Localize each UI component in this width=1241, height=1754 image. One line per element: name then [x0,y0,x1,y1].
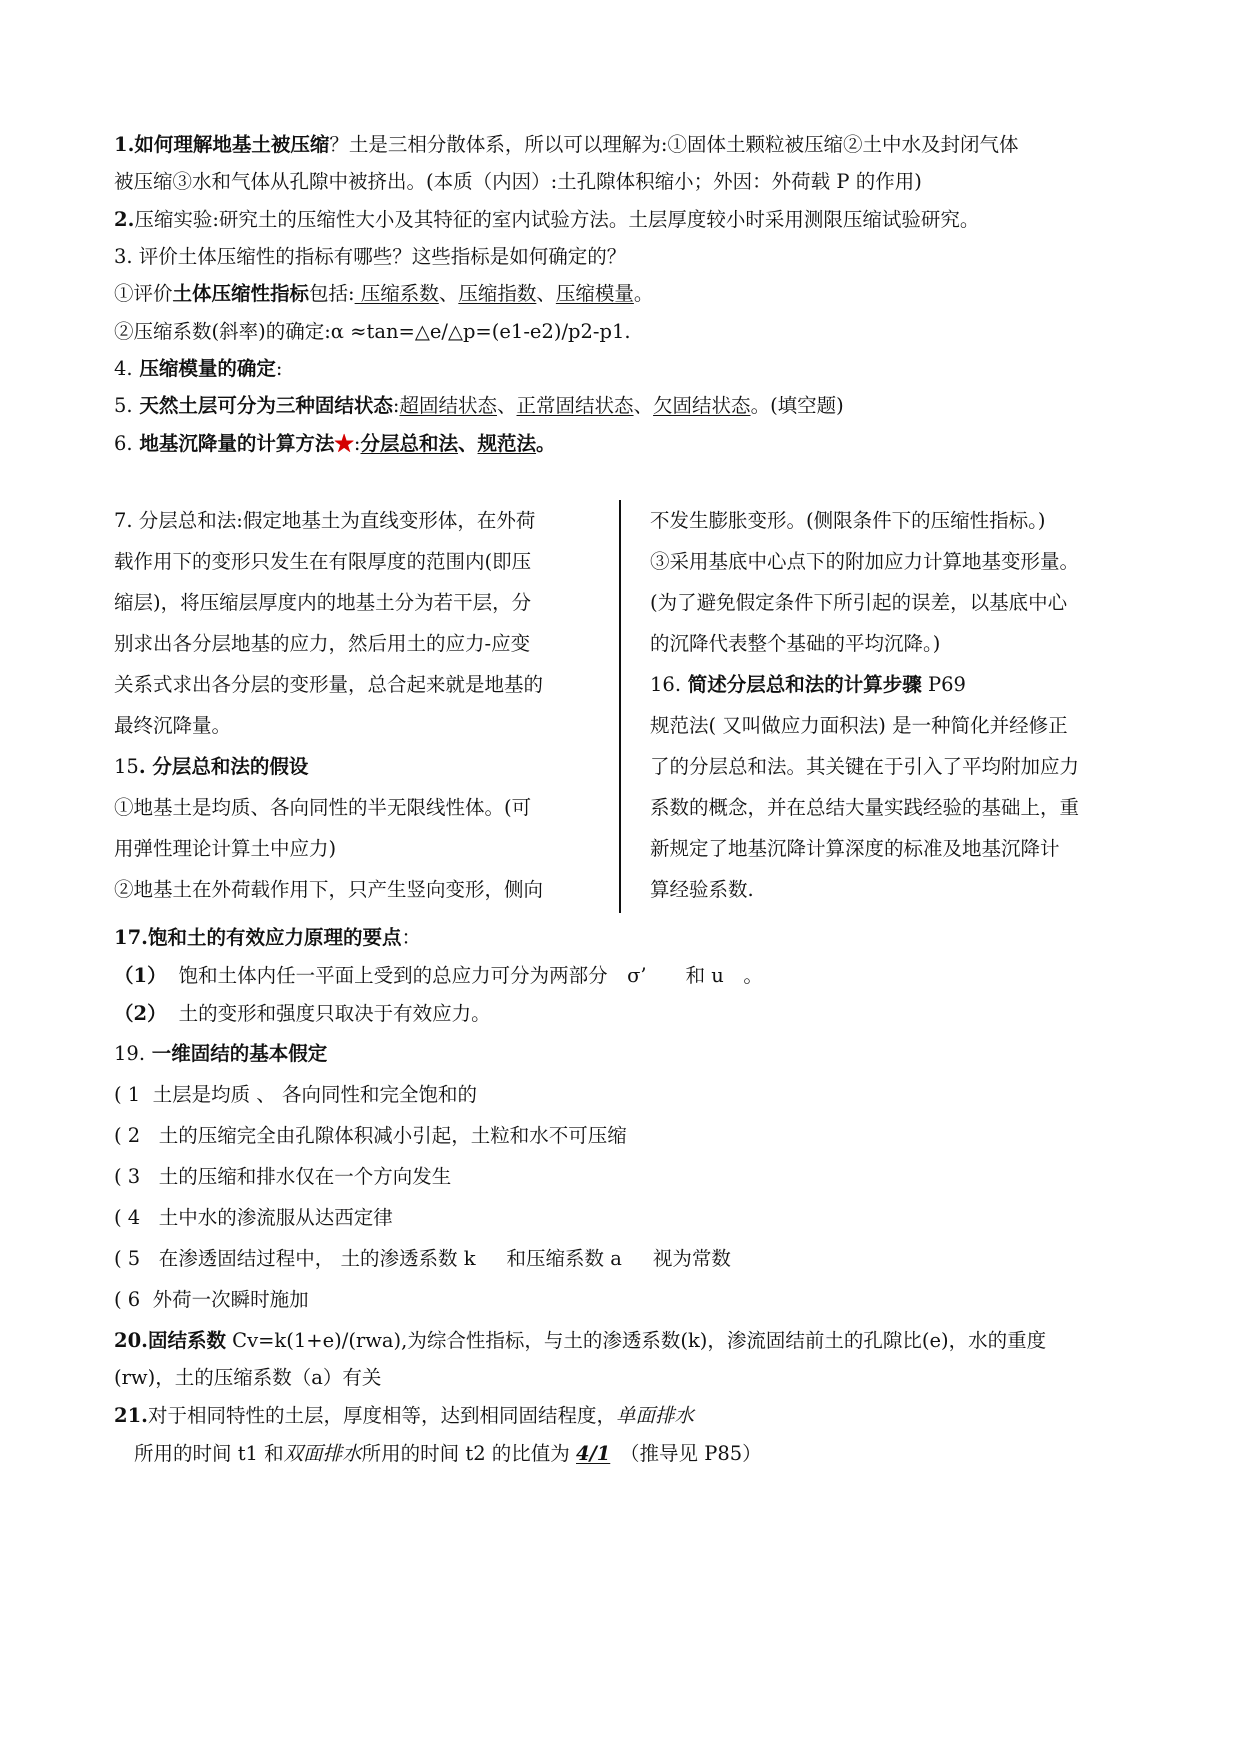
q6-sep: 、 [458,432,478,455]
q16-heading [650,664,1130,705]
q17-p2-num: （2） [114,1002,167,1025]
q3-item-3: 压缩模量 [555,282,634,305]
right-line-6: 了的分层总和法。其关键在于引入了平均附加应力 [650,755,1080,778]
q21-text-d: （推导见 P85） [610,1442,762,1465]
q5-item-1: 超固结状态 [399,394,497,417]
q3-sub1 [114,280,1134,308]
right-line-2: ③采用基底中心点下的附加应力计算地基变形量。 [650,550,1080,573]
right-column [650,500,1130,910]
right-line-9: 算经验系数. [650,878,754,901]
column-divider [619,500,621,913]
q17-colon: ： [401,926,421,949]
q1-title: 如何理解地基土被压缩 [134,133,330,156]
q17-number: 17. [114,926,148,949]
q5-sep-2: 、 [633,394,654,417]
left-line-2: 载作用下的变形只发生在有限厚度的范围内(即压 [114,550,532,573]
q6-line [114,430,1134,458]
q3-sep-2: 、 [536,282,556,305]
q1-line2 [114,168,1134,196]
q3-sep-1: 、 [438,282,459,305]
q1-text-b: 被压缩③水和气体从孔隙中被挤出。(本质（内因）:土孔隙体积缩小；外因：外荷载 P 的作用) [114,170,922,193]
q19-item-4: ( 4 土中水的渗流服从达西定律 [114,1206,393,1229]
left-line-7: ①地基土是均质、各向同性的半无限线性体。(可 [114,796,532,819]
q2-number: 2. [114,208,135,231]
left-column [114,500,609,910]
q16-page: P69 [921,673,966,696]
q4-line [114,355,1134,383]
q15-heading [114,746,609,787]
q20-line1 [114,1327,1134,1355]
q17-title: 饱和土的有效应力原理的要点 [147,926,402,949]
right-line-7: 系数的概念，并在总结大量实践经验的基础上，重 [650,796,1080,819]
q21-ratio: 4/1 [576,1442,611,1465]
q6-colon: : [353,432,361,455]
q20-text-a: Cv=k(1+e)/(rwa),为综合性指标，与土的渗透系数(k)，渗流固结前土的孔隙比(e)，水的重度 [225,1329,1047,1352]
q19-item-3: ( 3 土的压缩和排水仅在一个方向发生 [114,1165,452,1188]
q21-text-c: 所用的时间 t2 的比值为 [361,1442,576,1465]
q20-text-b: (rw)，土的压缩系数（a）有关 [114,1366,382,1389]
q1-line1 [114,131,1134,159]
q3-item-2: 压缩指数 [458,282,537,305]
q21-line1 [114,1402,1134,1430]
q3-sub2-text: ②压缩系数(斜率)的确定:α ≈tan=△e/△p=(e1-e2)/p2-p1. [114,320,631,343]
q3-line [114,243,1134,271]
q6-title: 地基沉降量的计算方法 [132,432,335,455]
q17-heading [114,924,1134,952]
q4-number: 4. [114,357,133,380]
q6-item-2: 规范法 [477,432,537,455]
right-line-5: 规范法( 又叫做应力面积法) 是一种简化并经修正 [650,714,1068,737]
q3-sub1-mid: 包括: [309,282,355,305]
q16-number: 16. [650,673,682,696]
q3-text: 3. 评价土体压缩性的指标有哪些？这些指标是如何确定的？ [114,245,627,268]
q5-title: 天然土层可分为三种固结状态 [132,394,393,417]
q15-title: . 分层总和法的假设 [138,755,309,778]
left-line-5: 关系式求出各分层的变形量，总合起来就是地基的 [114,673,544,696]
q1-number: 1. [114,133,135,156]
q17-point-2 [114,1000,1134,1028]
q19-number: 19. [114,1042,146,1065]
q5-number: 5. [114,394,133,417]
left-line-3: 缩层)，将压缩层厚度内的地基土分为若干层，分 [114,591,532,614]
q19-title: 一维固结的基本假定 [145,1042,328,1065]
left-line-9: ②地基土在外荷载作用下，只产生竖向变形，侧向 [114,878,544,901]
q19-item-5: ( 5 在渗透固结过程中， 土的渗透系数 k 和压缩系数 a 视为常数 [114,1247,731,1270]
q21-italic-2: 双面排水 [283,1442,362,1465]
q5-item-3: 欠固结状态 [653,394,751,417]
left-line-1: 7. 分层总和法:假定地基土为直线变形体，在外荷 [114,509,536,532]
left-line-6: 最终沉降量。 [114,714,232,737]
q1-text-a: ？土是三相分散体系，所以可以理解为:①固体土颗粒被压缩②土中水及封闭气体 [329,133,1019,156]
q16-title: 简述分层总和法的计算步骤 [681,673,922,696]
q5-sep-1: 、 [497,394,517,417]
q5-item-2: 正常固结状态 [516,394,634,417]
q19-item-6: ( 6 外荷一次瞬时施加 [114,1288,309,1311]
q21-italic-1: 单面排水 [615,1404,694,1427]
q17-p2-text: 土的变形和强度只取决于有效应力。 [178,1002,491,1025]
q3-sub1-prefix: ①评价 [114,282,173,305]
q17-point-1 [114,962,1134,990]
q17-p1-text: 饱和土体内任一平面上受到的总应力可分为两部分 σ’ 和 u 。 [178,964,763,987]
right-line-3: (为了避免假定条件下所引起的误差，以基底中心 [650,591,1068,614]
q5-line [114,392,1134,420]
q21-number: 21. [114,1404,148,1427]
q2-line [114,206,1134,234]
q3-end: 。 [633,282,654,305]
q4-colon: : [275,357,283,380]
right-line-1: 不发生膨胀变形。(侧限条件下的压缩性指标。) [650,509,1046,532]
q4-title: 压缩模量的确定 [132,357,276,380]
right-line-8: 新规定了地基沉降计算深度的标准及地基沉降计 [650,837,1060,860]
q19-heading [114,1040,1134,1068]
q20-line2 [114,1364,1134,1392]
star-icon: ★ [334,432,354,455]
q21-line2 [134,1440,1154,1468]
q3-sub1-bold: 土体压缩性指标 [172,282,310,305]
q6-end: 。 [536,432,556,455]
left-line-4: 别求出各分层地基的应力，然后用土的应力-应变 [114,632,531,655]
q19-item-1: ( 1 土层是均质 、 各向同性和完全饱和的 [114,1083,478,1106]
q15-number: 15 [114,755,139,778]
q3-sub2 [114,318,1134,346]
q5-colon: : [392,394,400,417]
q2-text: 压缩实验:研究土的压缩性大小及其特征的室内试验方法。土层厚度较小时采用测限压缩试验研究。 [134,208,980,231]
q20-title: 固结系数 [147,1329,226,1352]
q21-text-a: 对于相同特性的土层，厚度相等，达到相同固结程度， [147,1404,616,1427]
q21-text-b: 所用的时间 t1 和 [134,1442,284,1465]
q20-number: 20. [114,1329,148,1352]
q3-item-1: 压缩系数 [354,282,439,305]
q19-item-2: ( 2 土的压缩完全由孔隙体积减小引起，土粒和水不可压缩 [114,1124,627,1147]
q5-tail: 。(填空题) [750,394,844,417]
q6-item-1: 分层总和法 [360,432,459,455]
right-line-4: 的沉降代表整个基础的平均沉降。) [650,632,941,655]
left-line-8: 用弹性理论计算土中应力) [114,837,337,860]
q6-number: 6. [114,432,133,455]
q17-p1-num: （1） [114,964,167,987]
